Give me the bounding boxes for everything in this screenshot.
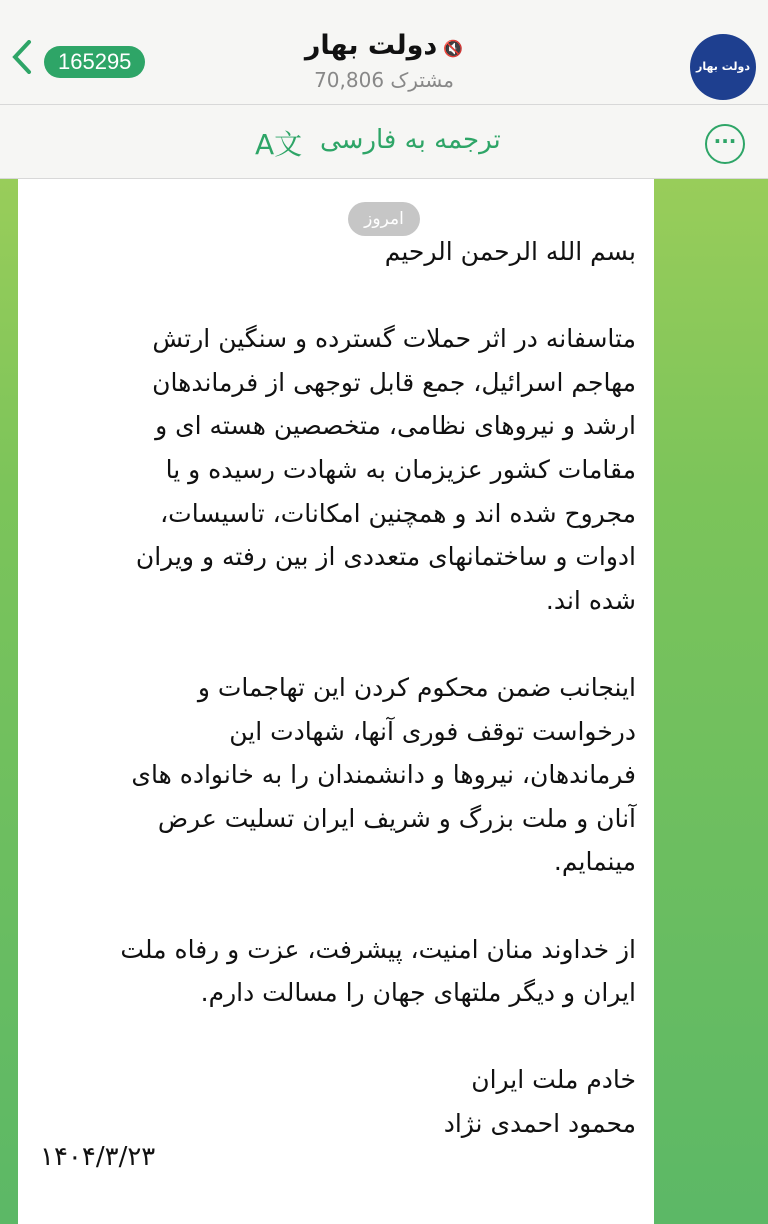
channel-avatar[interactable] <box>690 34 756 100</box>
message-line: فرماندهان، نیروها و دانشمندان را به خانواده های <box>131 760 636 790</box>
more-icon[interactable]: ··· <box>705 124 745 164</box>
subscriber-count: 70,806 مشترک <box>314 68 454 92</box>
message-line: ایران و دیگر ملتهای جهان را مسالت دارم. <box>200 978 636 1008</box>
message-line: آنان و ملت بزرگ و شریف ایران تسلیت عرض <box>157 803 636 833</box>
channel-name: دولت بهار <box>304 30 438 61</box>
message-line: درخواست توقف فوری آنها، شهادت این <box>229 716 636 746</box>
date-chip: امروز <box>348 202 420 236</box>
unread-count-badge[interactable]: 165295 <box>44 46 145 78</box>
channel-title[interactable] <box>0 30 768 61</box>
message-line: از خداوند منان امنیت، پیشرفت، عزت و رفاه ملت <box>120 934 636 964</box>
message-date: ۱۴۰۴/۳/۲۳ <box>40 1142 156 1172</box>
message-line <box>40 1015 636 1059</box>
message-line: مقامات کشور عزیزمان به شهادت رسیده و یا <box>165 454 636 484</box>
message-line: بسم الله الرحمن الرحیم <box>384 237 636 266</box>
chat-header <box>0 0 768 105</box>
message-line: مینمایم. <box>553 847 636 877</box>
message-line: اینجانب ضمن محکوم کردن این تهاجمات و <box>197 672 636 702</box>
translate-icon[interactable]: A文 <box>255 128 303 161</box>
muted-icon: 🔇 <box>443 39 464 58</box>
message-line: خادم ملت ایران <box>471 1065 636 1095</box>
message-line: مجروح شده اند و همچنین امکانات، تاسیسات، <box>160 498 636 528</box>
translate-bar <box>0 105 768 179</box>
avatar-logo-text: دولت بهار <box>696 60 750 73</box>
message-line <box>40 274 636 318</box>
message-line: متاسفانه در اثر حملات گسترده و سنگین ارتش <box>152 324 636 354</box>
message-text <box>40 230 636 1145</box>
message-line: شده اند. <box>545 585 636 615</box>
message-line: ارشد و نیروهای نظامی، متخصصین هسته ای و <box>155 411 636 441</box>
message-line: ادوات و ساختمانهای متعددی از بین رفته و ویران <box>135 542 636 572</box>
message-line: محمود احمدی نژاد <box>443 1108 636 1138</box>
translate-button[interactable]: ترجمه به فارسی <box>320 125 501 155</box>
message-line <box>40 884 636 928</box>
message-line: مهاجم اسرائیل، جمع قابل توجهی از فرماندهان <box>152 367 636 397</box>
message-line <box>40 622 636 666</box>
